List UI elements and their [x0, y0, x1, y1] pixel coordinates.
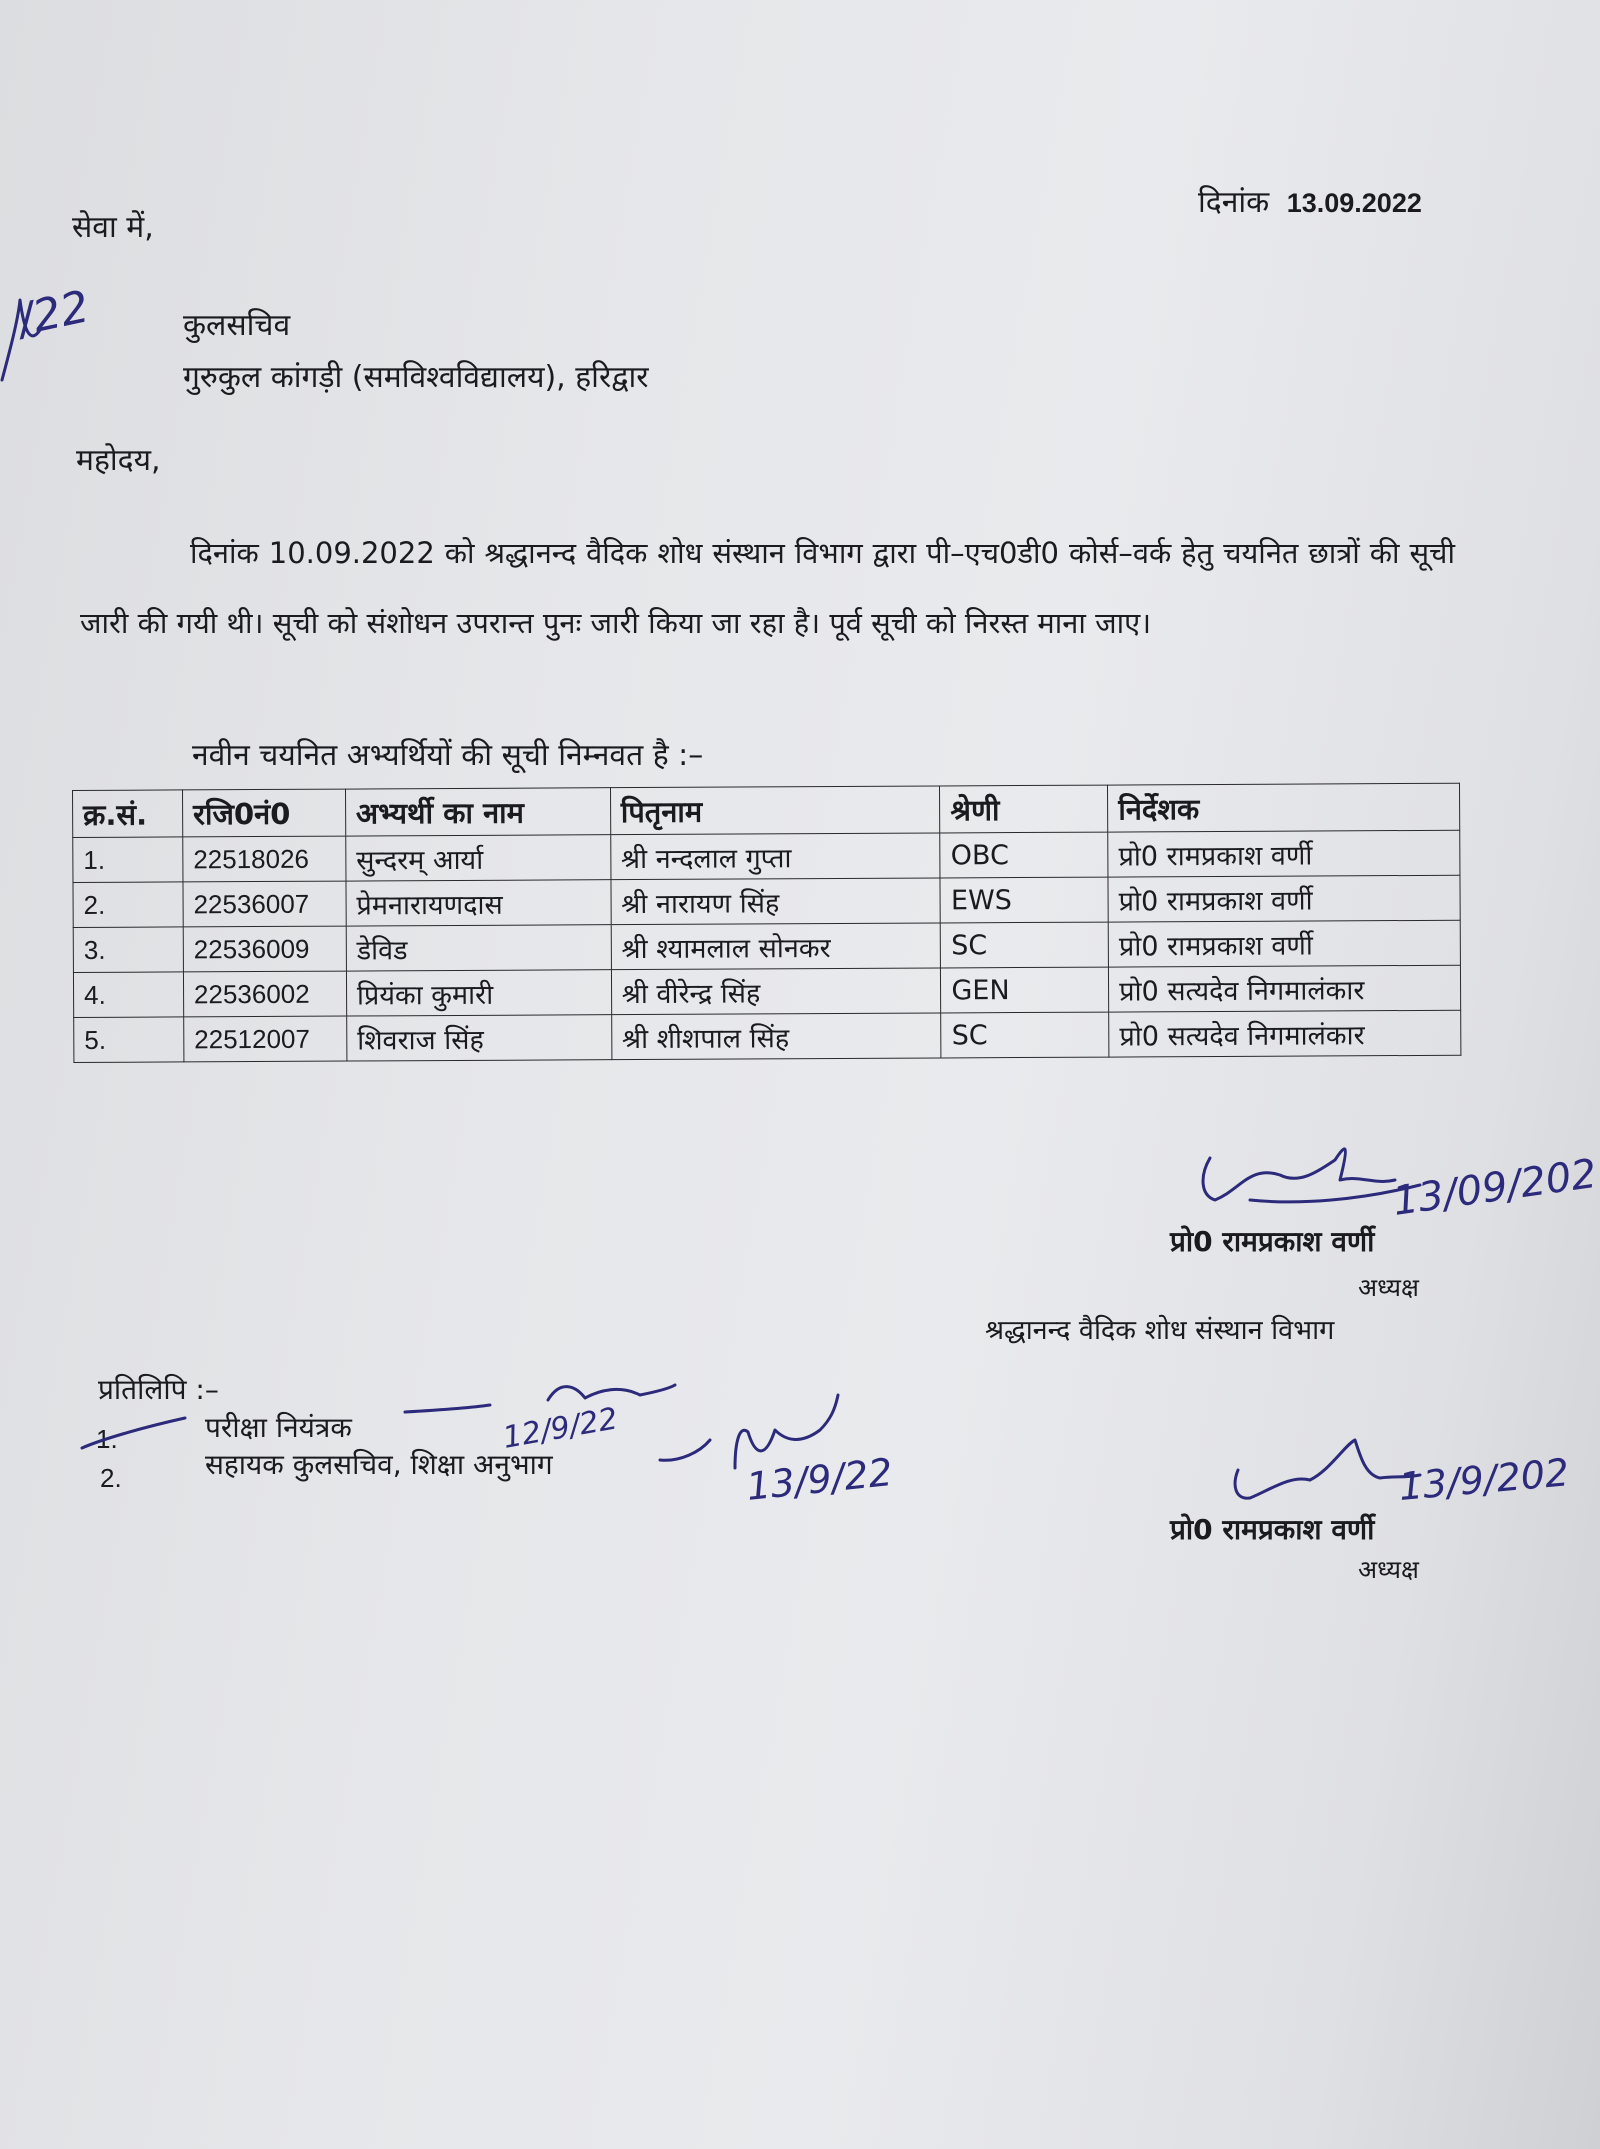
cell-father-name: श्री श्यामलाल सोनकर — [611, 923, 941, 970]
col-header-supervisor: निर्देशक — [1108, 783, 1460, 832]
cell-serial: 3. — [73, 927, 183, 973]
cell-reg-no: 22518026 — [183, 836, 346, 882]
cell-candidate-name: सुन्दरम् आर्या — [346, 835, 611, 881]
col-header-father-name: पितृनाम — [610, 786, 940, 835]
signatory-designation-2: अध्यक्ष — [1358, 1555, 1419, 1584]
signatory-department-1: श्रद्धानन्द वैदिक शोध संस्थान विभाग — [985, 1315, 1335, 1346]
signatory-designation-1: अध्यक्ष — [1358, 1273, 1419, 1302]
letter-date — [1198, 180, 1422, 221]
table-row — [73, 965, 1460, 1017]
list-intro: नवीन चयनित अभ्यर्थियों की सूची निम्नवत है :– — [192, 738, 704, 773]
cell-candidate-name: प्रियंका कुमारी — [346, 970, 611, 1016]
cell-category: EWS — [940, 877, 1108, 923]
cell-reg-no: 22536007 — [183, 881, 346, 927]
cell-father-name: श्री वीरेन्द्र सिंह — [611, 968, 941, 1015]
copy-item-2-text: सहायक कुलसचिव, शिक्षा अनुभाग — [205, 1448, 553, 1481]
cell-serial: 2. — [73, 882, 183, 928]
cell-supervisor: प्रो0 सत्यदेव निगमालंकार — [1109, 965, 1461, 1012]
col-header-serial: क्र.सं. — [73, 790, 183, 838]
cell-supervisor: प्रो0 रामप्रकाश वर्णी — [1108, 830, 1460, 877]
table-row — [73, 920, 1460, 972]
table-row — [73, 875, 1460, 927]
date-value: 13.09.2022 — [1286, 188, 1422, 218]
copy-1-date: 12/9/22 — [500, 1401, 621, 1456]
col-header-candidate-name: अभ्यर्थी का नाम — [345, 788, 610, 836]
cell-supervisor: प्रो0 रामप्रकाश वर्णी — [1108, 920, 1460, 967]
cell-reg-no: 22536009 — [183, 926, 346, 972]
cell-category: OBC — [940, 832, 1108, 878]
cell-serial: 5. — [74, 1017, 184, 1063]
cell-supervisor: प्रो0 रामप्रकाश वर्णी — [1108, 875, 1460, 922]
cell-reg-no: 22536002 — [183, 971, 346, 1017]
copy-2-date: 13/9/22 — [744, 1449, 895, 1509]
margin-initials — [2, 281, 94, 380]
cell-candidate-name: डेविड — [346, 925, 611, 971]
col-header-category: श्रेणी — [940, 785, 1108, 833]
salutation-to: सेवा में, — [72, 210, 154, 245]
col-header-reg-no: रजि0नं0 — [182, 789, 345, 837]
copy-item-1-text: परीक्षा नियंत्रक — [205, 1411, 352, 1444]
signature-1 — [1203, 1149, 1599, 1225]
cell-reg-no: 22512007 — [184, 1016, 347, 1062]
copy-2-initials — [660, 1395, 895, 1509]
margin-note: /22 — [13, 281, 94, 346]
cell-father-name: श्री नन्दलाल गुप्ता — [610, 833, 940, 880]
signatory-name-2: प्रो0 रामप्रकाश वर्णी — [1170, 1513, 1375, 1546]
cell-category: SC — [941, 922, 1109, 968]
body-paragraph — [80, 518, 1455, 658]
cell-category: GEN — [941, 967, 1109, 1013]
signature-2 — [1235, 1440, 1571, 1509]
cell-candidate-name: शिवराज सिंह — [347, 1015, 612, 1061]
date-label: दिनांक — [1198, 185, 1270, 220]
copy-item-1-num: 1. — [96, 1424, 118, 1454]
cell-supervisor: प्रो0 सत्यदेव निगमालंकार — [1109, 1010, 1461, 1057]
recipient-institution: गुरुकुल कांगड़ी (समविश्वविद्यालय), हरिद्वार — [183, 360, 649, 395]
cell-category: SC — [941, 1012, 1109, 1058]
cell-serial: 4. — [73, 972, 183, 1018]
table-row — [73, 830, 1460, 882]
copy-item-2-num: 2. — [100, 1463, 122, 1493]
signature-2-date: 13/9/202 — [1396, 1450, 1571, 1509]
cell-serial: 1. — [73, 837, 183, 883]
recipient-designation: कुलसचिव — [183, 308, 291, 343]
greeting: महोदय, — [76, 443, 161, 478]
signature-1-date: 13/09/202 — [1389, 1150, 1600, 1225]
candidate-table — [72, 783, 1461, 1063]
table-header-row — [73, 783, 1460, 837]
cell-father-name: श्री नारायण सिंह — [611, 878, 941, 925]
table-row — [74, 1010, 1461, 1062]
body-paragraph-text: दिनांक 10.09.2022 को श्रद्धानन्द वैदिक शोध संस्थान विभाग द्वारा पी–एच0डी0 कोर्स–वर्क हेतु चयनित छात्रों की सूची जारी की गयी थी। सूची को संशोधन उपरान्त पुनः जारी किया जा रहा है। पूर्व सूची को निरस्त माना जाए। — [80, 536, 1455, 640]
cell-candidate-name: प्रेमनारायणदास — [346, 880, 611, 926]
cell-father-name: श्री शीशपाल सिंह — [611, 1013, 941, 1060]
signatory-name-1: प्रो0 रामप्रकाश वर्णी — [1170, 1225, 1375, 1258]
copy-to-label: प्रतिलिपि :– — [98, 1373, 219, 1406]
